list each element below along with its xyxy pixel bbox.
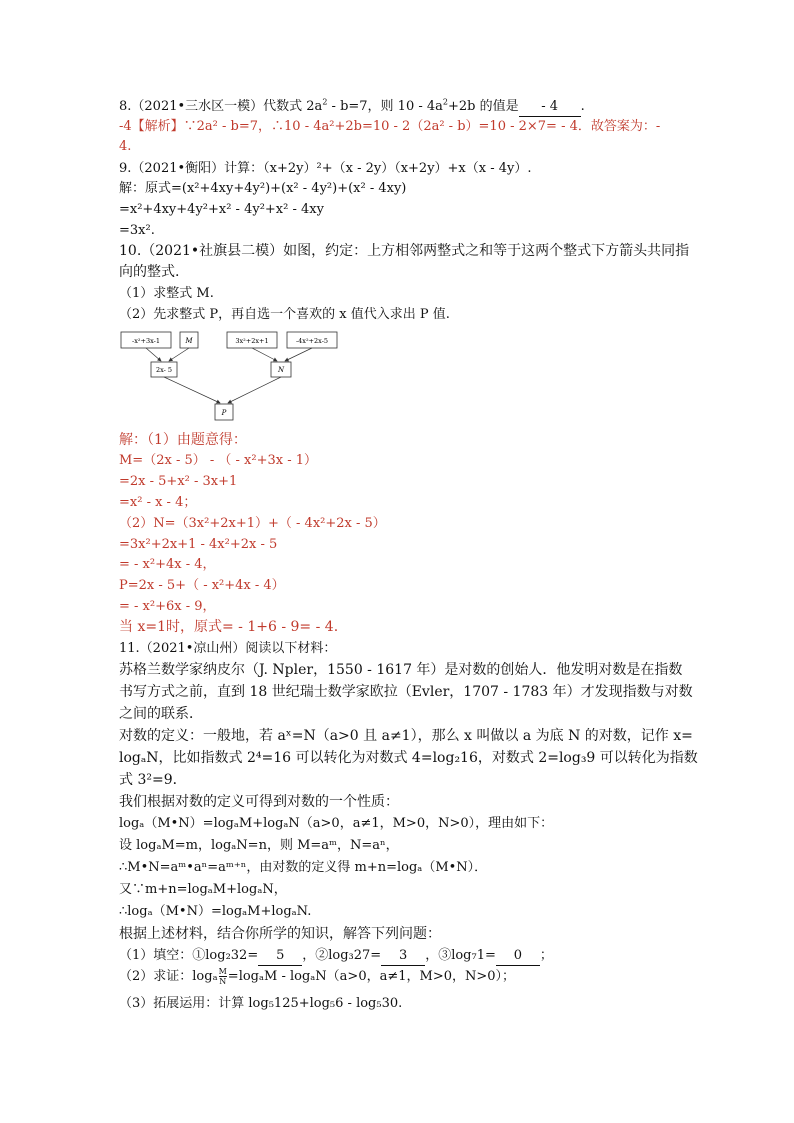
- q8-answer-blank: - 4: [519, 98, 581, 117]
- q10-sol-10: 当 x=1时，原式= - 1+6 - 9= - 4.: [119, 619, 339, 635]
- q11-fill-line: [119, 947, 553, 966]
- diagram-box-3: [227, 332, 277, 348]
- q11-p4: logₐ（M•N）=logₐM+logₐN（a>0，a≠1，M>0，N>0），理由如下：: [119, 816, 554, 831]
- q11-fraction-num: M: [218, 967, 227, 976]
- q10-part1: （1）求整式 M.: [119, 286, 214, 301]
- q10-sol-1: 解：（1）由题意得：: [119, 432, 247, 448]
- diagram-box-n: [271, 362, 291, 377]
- q9-solution-line1: 解：原式=(x²+4xy+4y²)+(x² - 4y²)+(x² - 4xy): [119, 181, 407, 196]
- q11-prove-line: [119, 967, 515, 986]
- q10-question-line1: 10.（2021•社旗县二模）如图，约定：上方相邻两整式之和等于这两个整式下方箭头共同指: [119, 243, 690, 259]
- svg-text:-4x²+2x-5: -4x²+2x-5: [295, 337, 329, 345]
- q11-fill-mid1: ，②log₃27=: [302, 948, 382, 963]
- q11-title: 11.（2021•凉山州）阅读以下材料：: [119, 641, 337, 656]
- q8-solution-line1: -4【解析】∵2a² - b=7，∴10 - 4a²+2b=10 - 2（2a² - b）=10 - 2×7= - 4．故答案为：-: [119, 119, 661, 134]
- q10-part2: （2）先求整式 P，再自选一个喜欢的 x 值代入求出 P 值.: [119, 307, 450, 322]
- q11-answer-1: 5: [258, 947, 302, 966]
- q11-fill-mid2: ，③log₇1=: [425, 948, 496, 963]
- q11-p7: 又∵m+n=logₐM+logₐN，: [119, 882, 287, 897]
- q11-fraction-den: N: [219, 977, 227, 986]
- q11-answer-3: 0: [496, 947, 540, 966]
- svg-text:2x- 5: 2x- 5: [155, 366, 173, 374]
- q11-p1c: 之间的联系．: [119, 706, 203, 722]
- q11-prove-pre: （2）求证：logₐ: [119, 969, 218, 984]
- q10-sol-2: M=（2x - 5） - （ - x²+3x - 1）: [119, 453, 318, 468]
- q11-p1b: 书写方式之前，直到 18 世纪瑞士数学家欧拉（Evler，1707 - 1783 年）才发现指数与对数: [119, 684, 693, 700]
- q8-line1: [119, 98, 585, 117]
- q11-p1a: 苏格兰数学家纳皮尔（J. Npler，1550 - 1617 年）是对数的创始人．他发明对数是在指数: [119, 662, 683, 678]
- svg-text:3x²+2x+1: 3x²+2x+1: [235, 337, 269, 345]
- q11-fill-end: ；: [539, 948, 553, 963]
- q11-fraction: [219, 967, 227, 986]
- q8-text-c: +2b 的值是: [448, 99, 519, 114]
- q11-extend: （3）拓展运用：计算 log₅125+log₅6 - log₅30.: [119, 996, 403, 1011]
- q9-solution-line3: =3x².: [119, 223, 155, 238]
- q8-text-a: 8.（2021•三水区一模）代数式 2a: [119, 99, 323, 114]
- q10-sol-9: = - x²+6x - 9，: [119, 599, 216, 614]
- q11-fill-pre: （1）填空：①log₂32=: [119, 948, 259, 963]
- q11-answer-2: 3: [381, 947, 425, 966]
- q8-sup-2: 2: [442, 97, 448, 107]
- diagram-box-1: [121, 332, 171, 348]
- q8-text-b: - b=7，则 10 - 4a: [327, 99, 443, 114]
- q10-sol-5: （2）N=（3x²+2x+1）+（ - 4x²+2x - 5）: [119, 516, 386, 531]
- q11-p2b: logₐN，比如指数式 2⁴=16 可以转化为对数式 4=log₂16，对数式 2=log₃9 可以转化为指数: [119, 750, 698, 766]
- svg-text:-x²+3x-1: -x²+3x-1: [132, 337, 160, 345]
- q10-diagram: [119, 328, 349, 428]
- q11-p2c: 式 3²=9．: [119, 772, 187, 788]
- q11-p9: 根据上述材料，结合你所学的知识，解答下列问题：: [119, 926, 441, 942]
- q8-solution-line2: 4.: [119, 139, 132, 154]
- svg-text:M: M: [185, 337, 193, 345]
- q10-sol-8: P=2x - 5+（ - x²+4x - 4）: [119, 578, 285, 593]
- q11-p3: 我们根据对数的定义可得到对数的一个性质：: [119, 794, 399, 810]
- diagram-box-2x5: [151, 362, 177, 377]
- diagram-box-4: [287, 332, 337, 348]
- q11-p8: ∴logₐ（M•N）=logₐM+logₐN.: [119, 904, 312, 919]
- q10-question-line2: 向的整式.: [119, 264, 180, 280]
- q10-sol-7: = - x²+4x - 4，: [119, 557, 216, 572]
- q8-period: .: [580, 99, 585, 114]
- q9-solution-line2: =x²+4xy+4y²+x² - 4y²+x² - 4xy: [119, 202, 324, 217]
- diagram-box-m: [180, 332, 198, 348]
- svg-text:N: N: [277, 366, 285, 374]
- q11-p6: ∴M•N=aᵐ•aⁿ=aᵐ⁺ⁿ，由对数的定义得 m+n=logₐ（M•N）．: [119, 860, 488, 875]
- q11-p5: 设 logₐM=m，logₐN=n，则 M=aᵐ，N=aⁿ，: [119, 838, 399, 853]
- svg-text:P: P: [221, 409, 227, 417]
- q8-sup: 2: [322, 97, 328, 107]
- q11-p2a: 对数的定义：一般地，若 aˣ=N（a>0 且 a≠1），那么 x 叫做以 a 为底 N 的对数，记作 x=: [119, 728, 693, 744]
- q10-sol-4: =x² - x - 4；: [119, 495, 197, 510]
- q10-sol-3: =2x - 5+x² - 3x+1: [119, 474, 238, 489]
- q9-question: 9.（2021•衡阳）计算：（x+2y）²+（x - 2y）（x+2y）+x（x - 4y）.: [119, 161, 532, 176]
- q10-sol-6: =3x²+2x+1 - 4x²+2x - 5: [119, 537, 278, 552]
- q11-prove-post: =logₐM - logₐN（a>0，a≠1，M>0，N>0）；: [227, 969, 516, 984]
- diagram-box-p: [215, 404, 233, 420]
